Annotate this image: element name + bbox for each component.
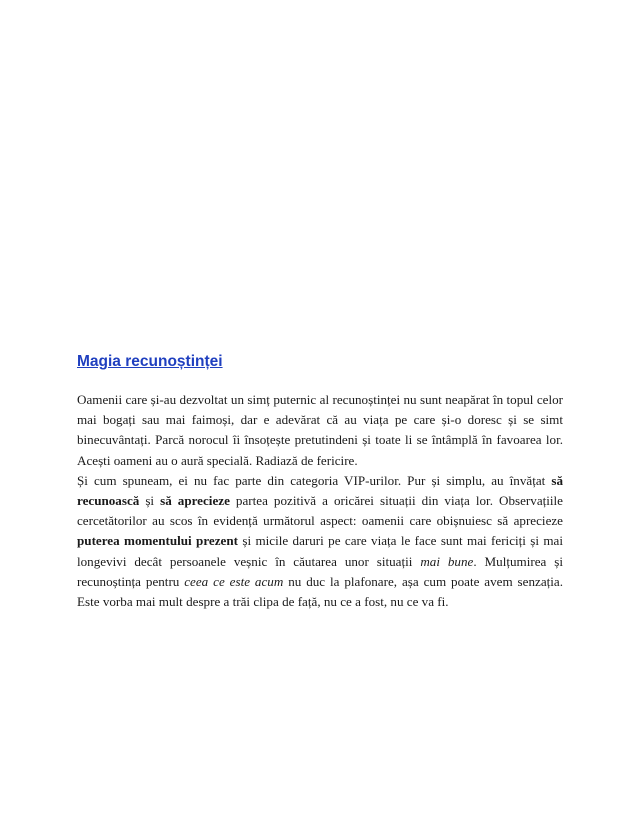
bold-phrase-present-moment: puterea momentului prezent: [77, 533, 238, 549]
italic-phrase-now: ceea ce este acum: [184, 573, 284, 589]
document-title: Magia recunoștinței: [77, 353, 223, 370]
document-body: [77, 352, 563, 612]
bold-phrase-recognize: să recunoască: [77, 472, 563, 509]
paragraph-text: . Mulțumirea și recunoștința pentru: [77, 553, 563, 589]
paragraph-text: Și cum spuneam, ei nu fac parte din categoria VIP-urilor. Pur și simplu, au învățat: [77, 472, 552, 488]
paragraph-intro: Oamenii care și-au dezvoltat un simț puternic al recunoștinței nu sunt neapărat în topul celor mai bogați sau mai faimoși, dar e adevărat că au viața pe care și-o doresc și se simt binecuvântați. Parcă norocul îi însoțește pretutindeni și toate li se întâmplă în favoarea lor. Acești oameni au o aură specială. Radiază de fericire.: [77, 392, 563, 468]
paragraph-text: și: [139, 493, 161, 509]
bold-phrase-appreciate: să aprecieze: [160, 493, 230, 509]
italic-phrase-better: mai bune: [420, 553, 474, 569]
paragraph-text: și micile daruri pe care viața le face sunt mai fericiți și mai longevivi decât persoanele veșnic în căutarea unor situații: [77, 533, 564, 569]
paragraph-main: [77, 471, 563, 612]
paragraph-text: partea pozitivă a oricărei situații din viața lor. Observațiile cercetătorilor au scos în evidență următorul aspect: oamenii care obișnuiesc să aprecieze: [77, 493, 563, 529]
paragraph-text: nu duc la plafonare, așa cum poate avem senzația. Este vorba mai mult despre a trăi clipa de față, nu ce a fost, nu ce va fi.: [77, 573, 563, 610]
